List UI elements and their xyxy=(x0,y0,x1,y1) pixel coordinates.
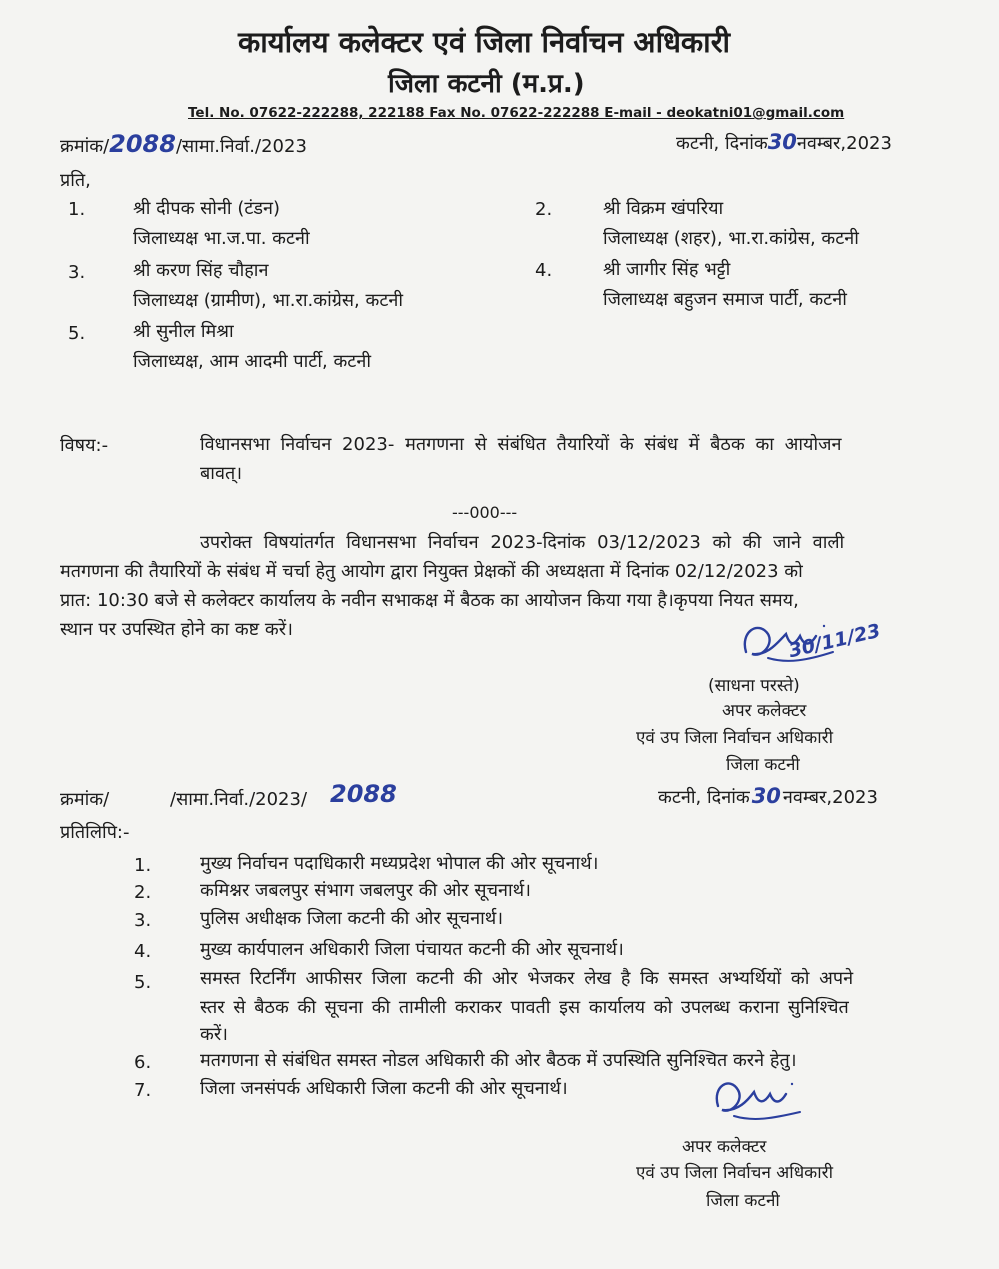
copy-ref-prefix: क्रमांक/ xyxy=(60,789,110,810)
date-prefix: कटनी, दिनांक xyxy=(676,133,768,154)
subject-label: विषय:- xyxy=(60,435,109,456)
signature-mark xyxy=(708,1070,818,1130)
office-heading: कार्यालय कलेक्टर एवं जिला निर्वाचन अधिकारी xyxy=(238,25,731,59)
copy-item-number: 2. xyxy=(134,882,152,903)
copy-item-number: 1. xyxy=(134,855,152,876)
copy-signatory-place: जिला कटनी xyxy=(706,1191,780,1211)
contact-line: Tel. No. 07622-222288, 222188 Fax No. 07622-222288 E-mail - deokatni01@gmail.com xyxy=(188,105,845,121)
copy-label: प्रतिलिपि:- xyxy=(60,822,130,843)
recipient-designation: जिलाध्यक्ष (शहर), भा.रा.कांग्रेस, कटनी xyxy=(603,228,859,249)
handwritten-signature-date: 30/11/23 xyxy=(786,619,883,663)
copy-ref-suffix: /सामा.निर्वा./2023/ xyxy=(170,789,308,810)
copy-item-number: 7. xyxy=(134,1080,152,1101)
copy-item: मुख्य निर्वाचन पदाधिकारी मध्यप्रदेश भोपाल की ओर सूचनार्थ। xyxy=(200,853,599,874)
recipient-name: श्री सुनील मिश्रा xyxy=(133,321,234,342)
signatory-name: (साधना परस्ते) xyxy=(708,676,800,696)
to-label: प्रति, xyxy=(60,170,91,191)
copy-item: जिला जनसंपर्क अधिकारी जिला कटनी की ओर सूचनार्थ। xyxy=(200,1078,568,1099)
body-line-3: प्रात: 10:30 बजे से कलेक्टर कार्यालय के नवीन सभाकक्ष में बैठक का आयोजन किया गया है।कृपया नियत समय, xyxy=(60,590,799,611)
ref-prefix: क्रमांक/ xyxy=(60,136,110,157)
recipient-number: 1. xyxy=(68,199,86,220)
date-suffix: नवम्बर,2023 xyxy=(782,787,878,808)
copy-item-line: समस्त रिटर्निंग आफीसर जिला कटनी की ओर भेजकर लेख है कि समस्त अभ्यर्थियों को अपने xyxy=(200,968,854,989)
recipient-designation: जिलाध्यक्ष बहुजन समाज पार्टी, कटनी xyxy=(603,289,847,310)
body-line-1: उपरोक्त विषयांतर्गत विधानसभा निर्वाचन 2023-दिनांक 03/12/2023 को की जाने वाली xyxy=(200,532,845,553)
body-line-2: मतगणना की तैयारियों के संबंध में चर्चा हेतु आयोग द्वारा नियुक्त प्रेक्षकों की अध्यक्षता में दिनांक 02/12/2023 को xyxy=(60,561,803,582)
copy-item: कमिश्नर जबलपुर संभाग जबलपुर की ओर सूचनार्थ। xyxy=(200,880,531,901)
subject-line-1: विधानसभा निर्वाचन 2023- मतगणना से संबंधित तैयारियों के संबंध में बैठक का आयोजन xyxy=(200,434,842,455)
handwritten-date-day: 30 xyxy=(751,784,781,808)
copy-item: पुलिस अधीक्षक जिला कटनी की ओर सूचनार्थ। xyxy=(200,908,504,929)
recipient-name: श्री करण सिंह चौहान xyxy=(133,260,269,281)
handwritten-ref-number: 2088 xyxy=(109,130,176,158)
recipient-name: श्री विक्रम खंपरिया xyxy=(603,198,724,219)
letter-date xyxy=(676,130,892,155)
separator: ---000--- xyxy=(452,503,518,522)
body-line-4: स्थान पर उपस्थित होने का कष्ट करें। xyxy=(60,619,293,640)
copy-item-number: 6. xyxy=(134,1052,152,1073)
date-prefix: कटनी, दिनांक xyxy=(658,787,750,808)
date-suffix: नवम्बर,2023 xyxy=(796,133,892,154)
copy-handwritten-ref-number: 2088 xyxy=(330,780,397,808)
signatory-title: अपर कलेक्टर xyxy=(722,701,807,721)
recipient-designation: जिलाध्यक्ष (ग्रामीण), भा.रा.कांग्रेस, कटनी xyxy=(133,290,404,311)
signatory-title-2: एवं उप जिला निर्वाचन अधिकारी xyxy=(636,728,833,748)
recipient-name: श्री जागीर सिंह भट्टी xyxy=(603,259,731,280)
copy-item-line: स्तर से बैठक की सूचना की तामीली कराकर पावती इस कार्यालय को उपलब्ध कराना सुनिश्चित xyxy=(200,997,849,1018)
copy-date xyxy=(658,784,878,809)
recipient-number: 3. xyxy=(68,262,86,283)
ref-suffix: /सामा.निर्वा./2023 xyxy=(175,136,307,157)
copy-signatory-title: अपर कलेक्टर xyxy=(682,1137,767,1157)
copy-item: मुख्य कार्यपालन अधिकारी जिला पंचायत कटनी की ओर सूचनार्थ। xyxy=(200,939,624,960)
recipient-number: 2. xyxy=(535,199,553,220)
letter-reference xyxy=(60,130,307,158)
copy-item-number: 3. xyxy=(134,910,152,931)
district-heading: जिला कटनी (म.प्र.) xyxy=(388,69,585,99)
handwritten-date-day: 30 xyxy=(767,130,797,154)
recipient-number: 4. xyxy=(535,260,553,281)
copy-item: मतगणना से संबंधित समस्त नोडल अधिकारी की ओर बैठक में उपस्थिति सुनिश्चित करने हेतु। xyxy=(200,1050,797,1071)
signatory-place: जिला कटनी xyxy=(726,755,800,775)
recipient-designation: जिलाध्यक्ष भा.ज.पा. कटनी xyxy=(133,228,310,249)
copy-item-line: करें। xyxy=(200,1024,229,1045)
copy-item-number: 5. xyxy=(134,972,152,993)
copy-item-number: 4. xyxy=(134,941,152,962)
recipient-number: 5. xyxy=(68,323,86,344)
recipient-name: श्री दीपक सोनी (टंडन) xyxy=(133,198,281,219)
recipient-designation: जिलाध्यक्ष, आम आदमी पार्टी, कटनी xyxy=(133,351,372,372)
subject-line-2: बावत्। xyxy=(200,463,243,484)
copy-signatory-title-2: एवं उप जिला निर्वाचन अधिकारी xyxy=(636,1163,833,1183)
